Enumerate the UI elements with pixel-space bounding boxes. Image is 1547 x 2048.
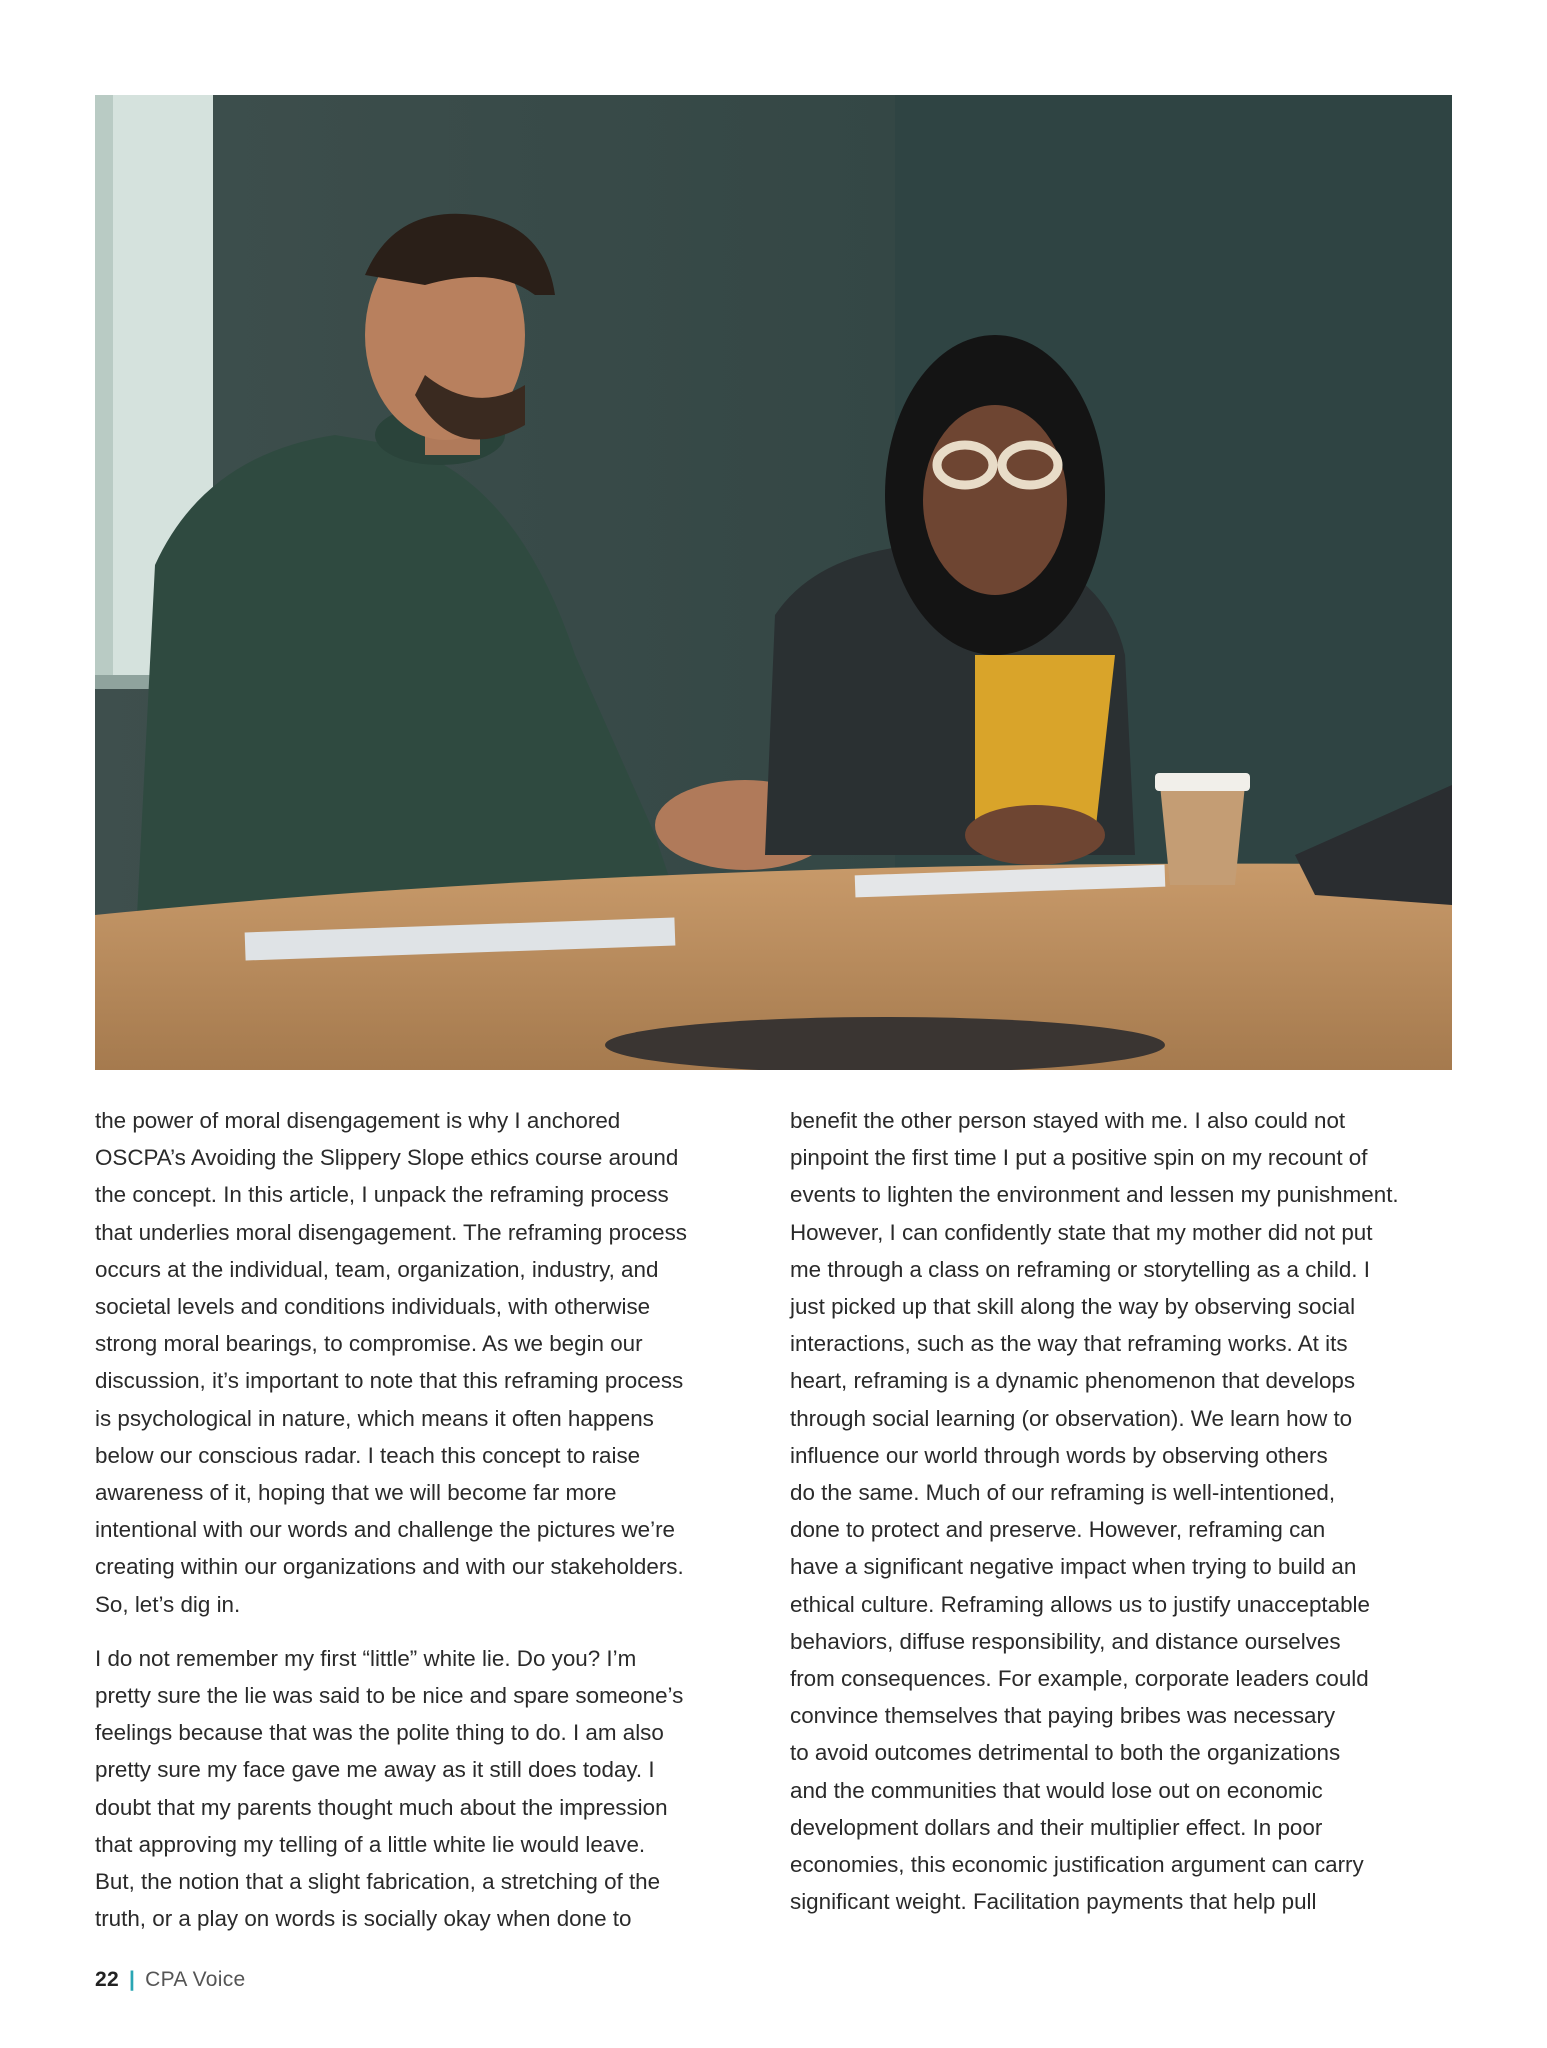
- text-line: benefit the other person stayed with me. I also could not: [790, 1108, 1346, 1133]
- text-line: events to lighten the environment and lessen my punishment.: [790, 1182, 1399, 1208]
- text-line: influence our world through words by observing others: [790, 1442, 1328, 1468]
- page-footer: [95, 1968, 246, 1992]
- text-line: strong moral bearings, to compromise. As we begin our: [95, 1331, 643, 1357]
- text-line: through social learning (or observation). We learn how to: [790, 1405, 1353, 1431]
- text-line: I do not remember my first “little” white lie. Do you? I’m: [95, 1645, 637, 1671]
- text-line: have a significant negative impact when trying to build an: [790, 1554, 1357, 1580]
- text-line: development dollars and their multiplier effect. In poor: [790, 1814, 1323, 1840]
- text-line: is psychological in nature, which means it often happens: [95, 1405, 654, 1431]
- text-line: just picked up that skill along the way by observing social: [790, 1294, 1356, 1320]
- text-line: So, let’s dig in.: [95, 1591, 241, 1617]
- footer-divider: |: [128, 1968, 136, 1991]
- paragraph-1: [95, 1102, 755, 1623]
- text-line: societal levels and conditions individuals, with otherwise: [95, 1294, 651, 1320]
- text-line: creating within our organizations and with our stakeholders.: [95, 1554, 684, 1580]
- text-line: from consequences. For example, corporate leaders could: [790, 1666, 1369, 1692]
- text-line: below our conscious radar. I teach this concept to raise: [95, 1442, 641, 1468]
- text-line: ethical culture. Reframing allows us to justify unacceptable: [790, 1591, 1370, 1617]
- text-line: and the communities that would lose out on economic: [790, 1777, 1323, 1803]
- article-column-left: [95, 1102, 755, 1954]
- text-line: pinpoint the first time I put a positive spin on my recount of: [790, 1145, 1368, 1171]
- paragraph-3: [790, 1102, 1462, 1920]
- coffee-cup-icon: [1155, 773, 1250, 885]
- text-line: awareness of it, hoping that we will become far more: [95, 1480, 617, 1506]
- text-line: However, I can confidently state that my mother did not put: [790, 1219, 1373, 1245]
- text-line: significant weight. Facilitation payments that help pull: [790, 1889, 1317, 1915]
- text-line: But, the notion that a slight fabrication, a stretching of the: [95, 1869, 661, 1895]
- text-line: interactions, such as the way that reframing works. At its: [790, 1331, 1348, 1357]
- text-line: pretty sure the lie was said to be nice and spare someone’s: [95, 1683, 684, 1709]
- text-line: heart, reframing is a dynamic phenomenon that develops: [790, 1368, 1356, 1394]
- text-line: done to protect and preserve. However, reframing can: [790, 1517, 1326, 1543]
- text-line: do the same. Much of our reframing is well-intentioned,: [790, 1480, 1336, 1506]
- text-line: behaviors, diffuse responsibility, and distance ourselves: [790, 1628, 1341, 1654]
- text-line: that approving my telling of a little white lie would leave.: [95, 1831, 646, 1857]
- text-line: me through a class on reframing or storytelling as a child. I: [790, 1256, 1370, 1282]
- text-line: discussion, it’s important to note that this reframing process: [95, 1368, 684, 1394]
- text-line: the concept. In this article, I unpack the reframing process: [95, 1182, 669, 1208]
- publication-name: CPA Voice: [145, 1968, 246, 1991]
- text-line: feelings because that was the polite thing to do. I am also: [95, 1720, 664, 1746]
- text-line: that underlies moral disengagement. The reframing process: [95, 1219, 688, 1245]
- article-column-right: [790, 1102, 1462, 1937]
- text-line: the power of moral disengagement is why I anchored: [95, 1108, 621, 1133]
- text-line: OSCPA’s Avoiding the Slippery Slope ethics course around: [95, 1145, 679, 1171]
- text-line: economies, this economic justification argument can carry: [790, 1852, 1364, 1878]
- text-line: occurs at the individual, team, organization, industry, and: [95, 1256, 659, 1282]
- page-number: 22: [95, 1968, 119, 1991]
- text-line: pretty sure my face gave me away as it still does today. I: [95, 1757, 655, 1783]
- text-line: to avoid outcomes detrimental to both the organizations: [790, 1740, 1341, 1766]
- text-line: truth, or a play on words is socially okay when done to: [95, 1906, 632, 1932]
- article-photo: [95, 95, 1452, 1070]
- text-line: doubt that my parents thought much about the impression: [95, 1794, 668, 1820]
- text-line: convince themselves that paying bribes was necessary: [790, 1703, 1336, 1729]
- meeting-illustration: [95, 95, 1452, 1070]
- text-line: intentional with our words and challenge the pictures we’re: [95, 1517, 676, 1543]
- paragraph-2: [95, 1640, 755, 1938]
